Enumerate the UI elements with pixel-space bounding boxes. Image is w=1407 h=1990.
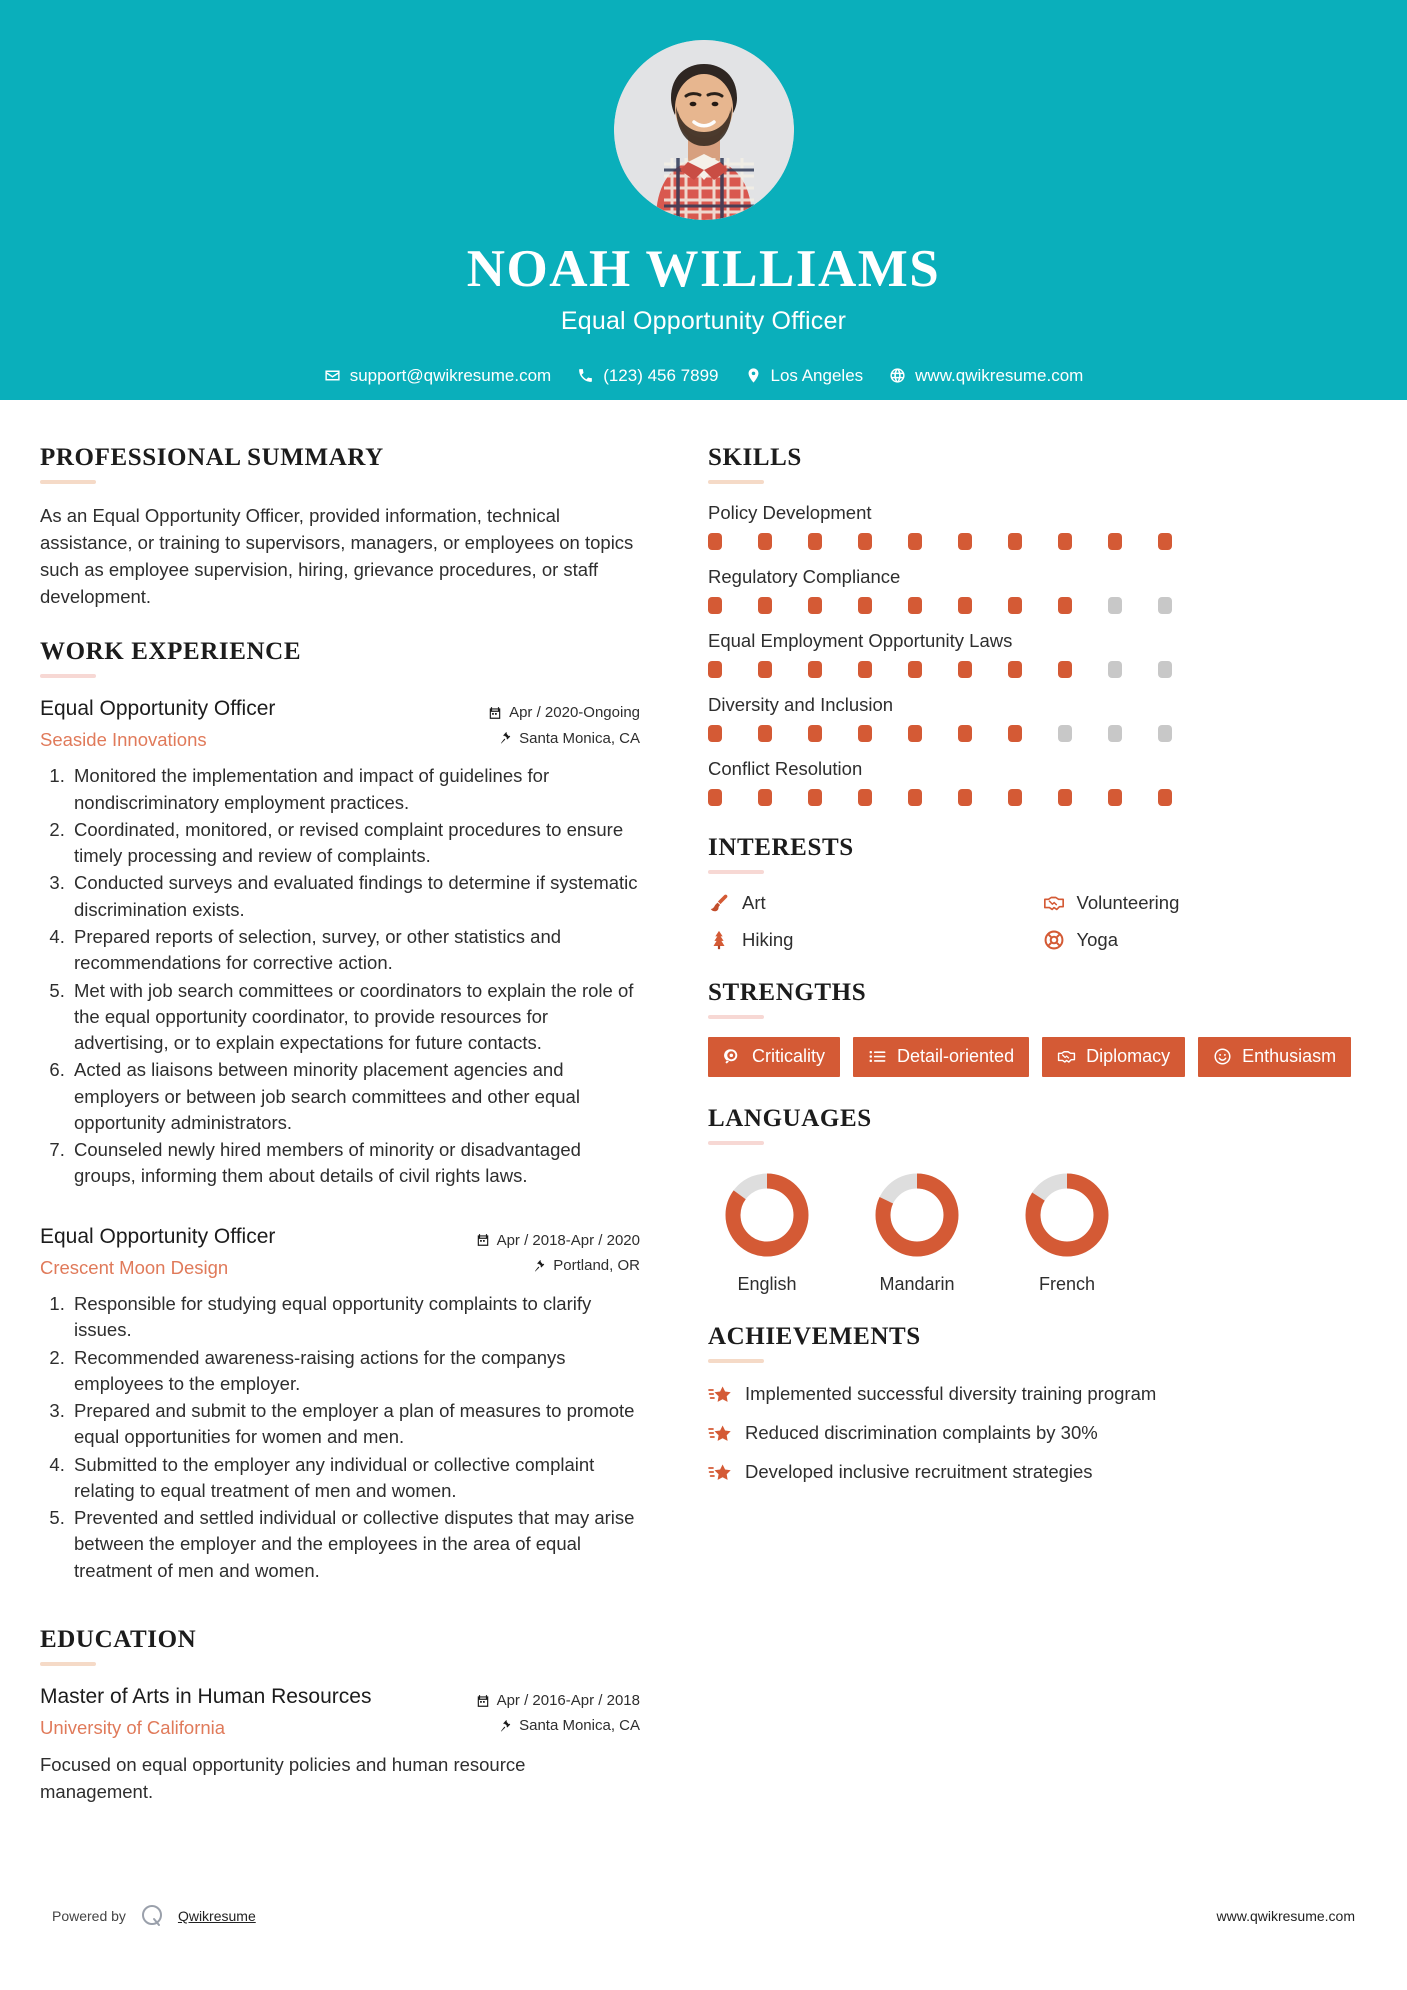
skill-dot [1158,789,1172,806]
skill-dot [1058,661,1072,678]
skill-dot [808,725,822,742]
section-heading-professional-summary: PROFESSIONAL SUMMARY [40,444,384,471]
skill-dot [908,661,922,678]
calendar-icon [476,1694,490,1708]
skill-dot [858,725,872,742]
work-location [476,1253,640,1279]
skill-dot [1108,789,1122,806]
skill-dot [858,789,872,806]
interests-grid [708,892,1367,951]
skill-dot [1158,533,1172,550]
work-meta [488,696,640,751]
skill-dot [708,789,722,806]
section-professional-summary [40,444,640,610]
envelope-icon [324,367,341,384]
work-bullets [40,1291,640,1584]
section-heading-skills: SKILLS [708,444,802,471]
contact-location [745,366,864,386]
achievement-item [708,1420,1367,1446]
section-rule [708,1015,764,1019]
skill-dot [1058,789,1072,806]
section-rule [40,674,96,678]
list-item: 3. Prepared and submit to the employer a plan of measures to promote equal opportunities for women and men. [70,1398,640,1451]
full-name: NOAH WILLIAMS [466,240,941,298]
skill-rating [708,725,1367,742]
section-rule [708,870,764,874]
language-item [858,1167,976,1295]
work-location [488,726,640,752]
strength-chip [853,1037,1029,1077]
skill-rating [708,661,1367,678]
skill-dot [958,661,972,678]
skill-dot [1008,725,1022,742]
education-description: Focused on equal opportunity policies and human resource management. [40,1754,526,1803]
page-footer [0,1902,1407,1930]
skill-dot [908,789,922,806]
summary-text: As an Equal Opportunity Officer, provided information, technical assistance, or training to supervisors, managers, or employees on topics such as employee supervision, hiring, grievance procedures, or staff development. [40,505,634,607]
section-heading-achievements: ACHIEVEMENTS [708,1322,921,1350]
skill-dot [858,661,872,678]
education-degree: Master of Arts in Human Resources [40,1684,372,1708]
skill-dot [808,533,822,550]
skill-dot [1008,789,1022,806]
map-pin-icon [745,367,762,384]
education-meta [476,1684,640,1739]
shooting-star-icon [708,1422,732,1446]
handshake-icon [1043,892,1065,914]
calendar-icon [488,706,502,720]
skill-dot [758,789,772,806]
strength-label: Enthusiasm [1242,1046,1337,1066]
interest-label: Art [742,892,766,913]
skill-dot [708,533,722,550]
skill-dot [808,661,822,678]
skill-name: Diversity and Inclusion [708,694,894,715]
contact-website-text: www.qwikresume.com [915,365,1084,385]
education-school: University of California [40,1717,226,1739]
skill-dot [858,533,872,550]
section-rule [40,1662,96,1666]
work-entry [40,1224,640,1584]
skill-row [708,566,1367,614]
skill-dot [958,725,972,742]
interest-label: Yoga [1076,929,1119,950]
phone-icon [577,367,594,384]
skill-row [708,694,1367,742]
section-heading-languages: LANGUAGES [708,1104,872,1132]
footer-brand [52,1902,256,1930]
skill-dot [1008,597,1022,614]
skill-row [708,630,1367,678]
contact-phone[interactable] [577,366,718,386]
work-location-text: Portland, OR [553,1257,640,1275]
interest-item [1043,929,1368,951]
list-item: 1. Monitored the implementation and impact of guidelines for nondiscriminatory employment practices. [70,763,640,816]
interest-item [1043,892,1368,914]
section-achievements [708,1323,1367,1485]
skill-dot [1158,661,1172,678]
section-heading-strengths: STRENGTHS [708,979,867,1006]
work-role: Equal Opportunity Officer [40,1224,276,1248]
skill-dot [758,597,772,614]
list-item: 4. Prepared reports of selection, survey, or other statistics and recommendations for corrective action. [70,924,640,977]
calendar-icon [476,1233,490,1247]
skill-dot [708,597,722,614]
strength-label: Detail-oriented [897,1046,1015,1066]
work-dates [488,700,640,726]
interest-label: Hiking [742,929,794,950]
skill-dot [758,533,772,550]
skill-dot [808,597,822,614]
work-dates-text: Apr / 2018-Apr / 2020 [496,1231,640,1249]
skill-dot [908,533,922,550]
skill-dot [958,597,972,614]
work-dates [476,1228,640,1254]
section-rule [40,480,96,484]
pushpin-icon [532,1259,546,1273]
skill-dot [1158,597,1172,614]
education-location-text: Santa Monica, CA [519,1717,640,1735]
work-dates-text: Apr / 2020-Ongoing [509,704,640,721]
resume-body [0,400,1407,1833]
skill-rating [708,789,1367,806]
list-item: 6. Acted as liaisons between minority placement agencies and employers or between job search committees and other equal opportunity administrators. [70,1057,640,1136]
qwikresume-brand-link[interactable]: Qwikresume [177,1908,256,1924]
achievement-item [708,1459,1367,1485]
strength-chip [708,1037,840,1077]
achievement-item [708,1381,1367,1407]
section-interests [708,834,1367,951]
section-heading-interests: INTERESTS [708,834,854,861]
skill-dot [1108,597,1122,614]
handshake-icon [1057,1047,1076,1066]
work-location-text: Santa Monica, CA [519,729,640,747]
right-column [678,444,1367,1833]
education-entry [40,1684,640,1805]
section-heading-work-experience: WORK EXPERIENCE [40,638,302,665]
language-label: Mandarin [879,1273,955,1294]
job-title: Equal Opportunity Officer [560,306,847,335]
section-education [40,1626,640,1805]
skill-name: Policy Development [708,502,872,523]
strength-label: Diplomacy [1086,1046,1171,1066]
left-column [40,444,640,1833]
skill-dot [858,597,872,614]
list-item: 5. Met with job search committees or coordinators to explain the role of the equal opportunity coordinator, to provide resources for advertising, or to explain expectations for future contacts. [70,978,640,1057]
skill-rating [708,597,1367,614]
section-rule [708,1141,764,1145]
achievement-text: Reduced discrimination complaints by 30% [745,1421,1098,1443]
work-role: Equal Opportunity Officer [40,697,276,720]
contact-phone-text: (123) 456 7899 [603,365,719,385]
languages-list [708,1163,1367,1295]
qwikresume-logo-icon [138,1902,166,1930]
skill-dot [1108,661,1122,678]
skill-row [708,502,1367,550]
language-donut [719,1167,815,1263]
language-item [708,1167,826,1295]
skill-dot [1008,533,1022,550]
strengths-list [708,1037,1367,1077]
skill-dot [1108,533,1122,550]
achievement-text: Developed inclusive recruitment strategies [745,1460,1093,1482]
list-item: 3. Conducted surveys and evaluated findings to determine if systematic discrimination exists. [70,870,640,923]
skill-dot [1158,725,1172,742]
language-label: English [737,1273,797,1294]
strength-chip [1042,1037,1185,1077]
language-donut [869,1167,965,1263]
skill-dot [1108,725,1122,742]
footer-website[interactable]: www.qwikresume.com [1216,1908,1355,1924]
shooting-star-icon [708,1383,732,1407]
contact-website[interactable] [889,366,1083,386]
section-rule [708,1359,764,1363]
powered-by-label: Powered by [52,1908,126,1924]
contact-email[interactable] [324,366,552,386]
skill-dot [758,725,772,742]
section-rule [708,480,764,484]
magnifier-icon [723,1047,742,1066]
list-item: 2. Recommended awareness-raising actions for the companys employees to the employer. [70,1345,640,1398]
education-dates [476,1688,640,1714]
pushpin-icon [498,731,512,745]
interest-item [708,929,1033,951]
contact-email-text: support@qwikresume.com [349,365,552,385]
work-entry [40,696,640,1190]
list-item: 7. Counseled newly hired members of minority or disadvantaged groups, informing them about details of civil rights laws. [70,1137,640,1190]
section-languages [708,1105,1367,1295]
work-company: Seaside Innovations [40,729,207,751]
resume-header [0,0,1407,400]
list-icon [868,1047,887,1066]
avatar [614,40,794,220]
education-location [476,1713,640,1739]
skill-dot [958,789,972,806]
pine-tree-icon [708,929,730,951]
strength-chip [1198,1037,1351,1077]
education-dates-text: Apr / 2016-Apr / 2018 [496,1691,640,1709]
section-heading-education: EDUCATION [40,1625,197,1653]
section-work-experience [40,638,640,1584]
skill-dot [908,597,922,614]
achievement-text: Implemented successful diversity training program [745,1382,1157,1404]
skill-name: Conflict Resolution [708,758,863,779]
skill-name: Equal Employment Opportunity Laws [708,630,1013,651]
contact-location-text: Los Angeles [770,365,864,385]
work-meta [476,1224,640,1279]
skill-dot [1058,725,1072,742]
skill-rating [708,533,1367,550]
skill-dot [958,533,972,550]
interest-label: Volunteering [1076,892,1180,913]
lifebuoy-icon [1043,929,1065,951]
skill-dot [708,725,722,742]
section-strengths [708,979,1367,1077]
strength-label: Criticality [752,1046,826,1066]
shooting-star-icon [708,1461,732,1485]
skill-dot [758,661,772,678]
skill-dot [1008,661,1022,678]
skill-dot [908,725,922,742]
language-item [1008,1167,1126,1295]
contact-bar [324,366,1084,386]
work-bullets [40,763,640,1189]
list-item: 5. Prevented and settled individual or collective disputes that may arise between the employer and the employees in the area of equal treatment of men and women. [70,1505,640,1584]
smiley-icon [1213,1047,1232,1066]
skill-dot [1058,597,1072,614]
language-donut [1019,1167,1115,1263]
work-company: Crescent Moon Design [40,1256,229,1278]
skill-dot [1058,533,1072,550]
language-label: French [1038,1273,1096,1294]
section-skills [708,444,1367,806]
skill-row [708,758,1367,806]
skill-name: Regulatory Compliance [708,566,901,587]
paintbrush-icon [708,892,730,914]
list-item: 1. Responsible for studying equal opportunity complaints to clarify issues. [70,1291,640,1344]
pushpin-icon [498,1719,512,1733]
skill-dot [808,789,822,806]
skill-dot [708,661,722,678]
list-item: 4. Submitted to the employer any individual or collective complaint relating to equal treatment of men and women. [70,1452,640,1505]
interest-item [708,892,1033,914]
list-item: 2. Coordinated, monitored, or revised complaint procedures to ensure timely processing and review of complaints. [70,817,640,870]
globe-icon [889,367,906,384]
